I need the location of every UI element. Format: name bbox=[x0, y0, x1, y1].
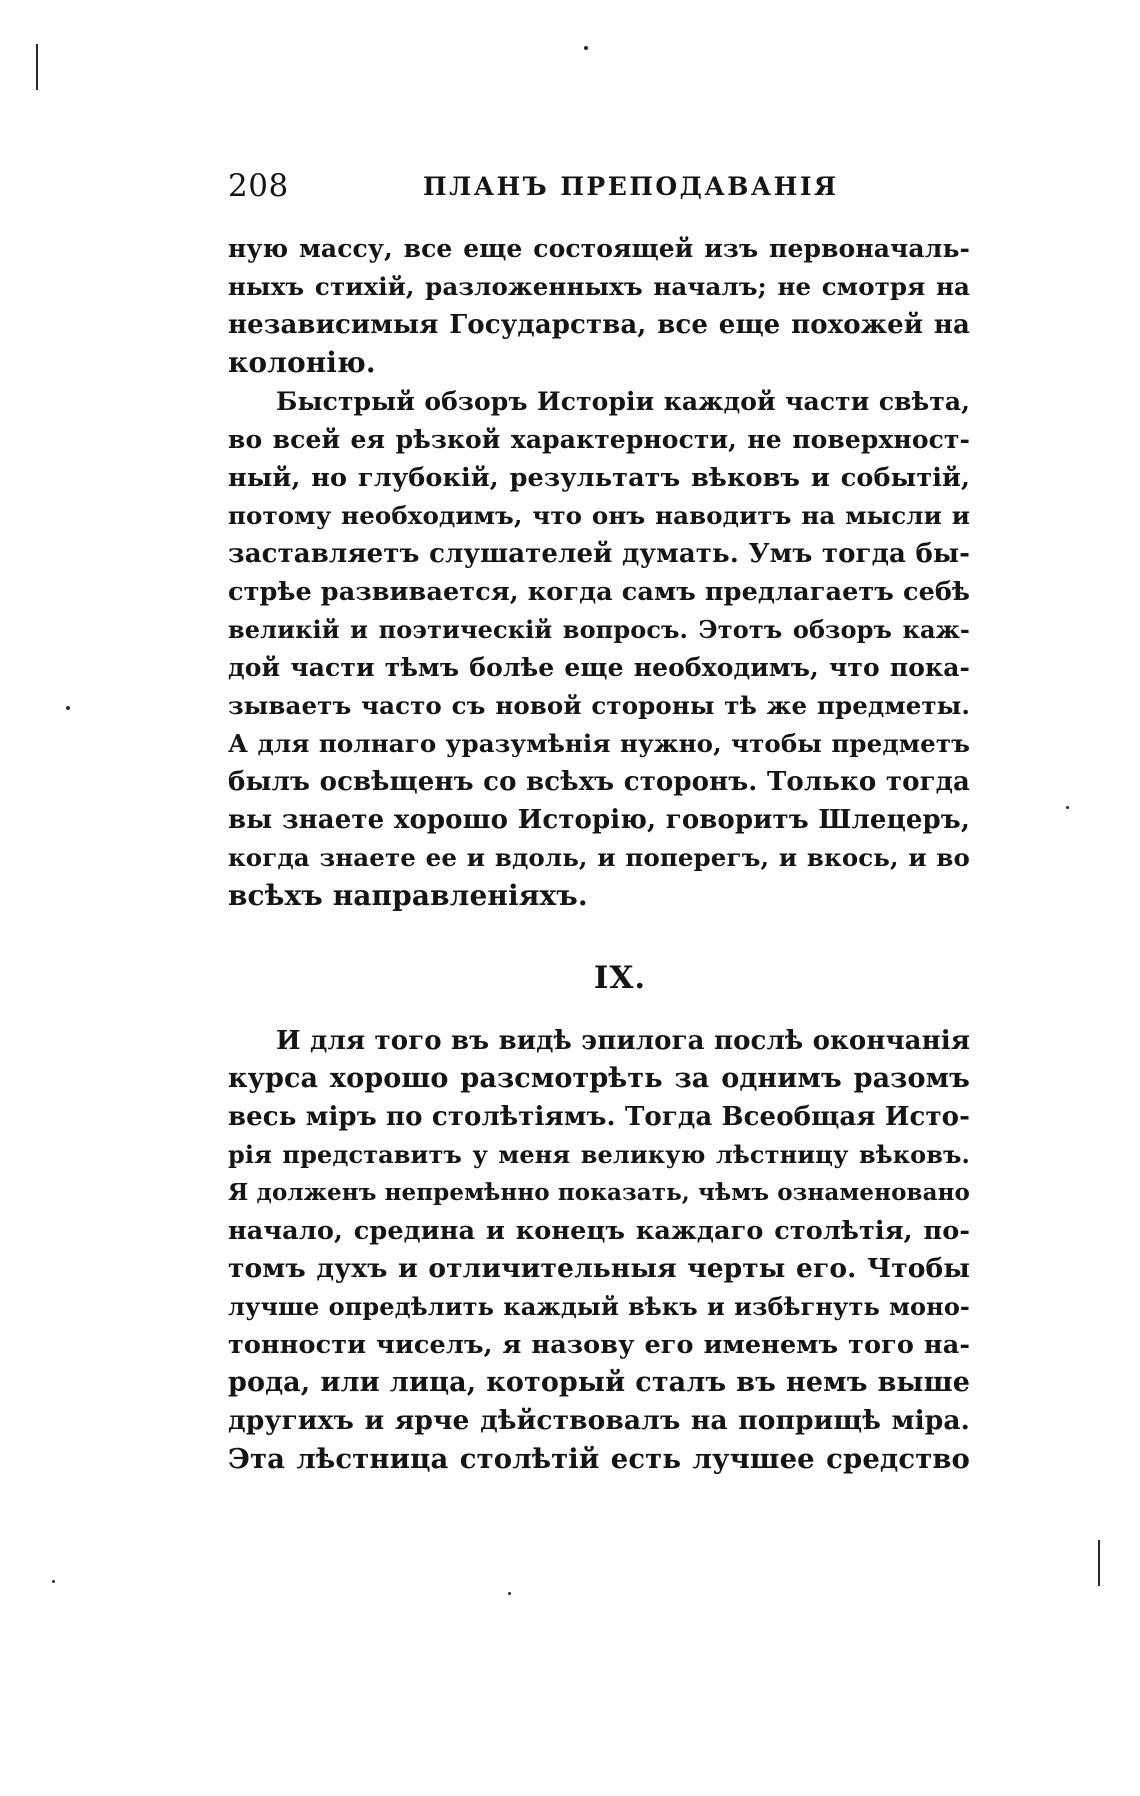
text-line: начало, средина и конецъ каждаго столѣтія, по- bbox=[228, 1216, 970, 1246]
margin-dot bbox=[584, 46, 588, 50]
margin-dot bbox=[508, 1592, 511, 1595]
text-line: во всей ея рѣзкой характерности, не поверхност- bbox=[228, 425, 970, 454]
text-line: Эта лѣстница столѣтій есть лучшее средство bbox=[228, 1443, 970, 1475]
text-line: Быстрый обзоръ Исторіи каждой части свѣта, bbox=[276, 387, 970, 416]
margin-dot bbox=[52, 1580, 55, 1583]
text-line: курса хорошо разсмотрѣть за однимъ разомъ bbox=[228, 1063, 970, 1094]
left-edge-line bbox=[36, 44, 38, 90]
text-line: ную массу, все еще состоящей изъ первоначаль- bbox=[228, 234, 970, 263]
text-line: заставляетъ слушателей думать. Умъ тогда бы- bbox=[228, 539, 970, 569]
text-line: вы знаете хорошо Исторію, говоритъ Шлецеръ, bbox=[228, 805, 970, 835]
text-line: другихъ и ярче дѣйствовалъ на поприщѣ міра. bbox=[228, 1405, 970, 1436]
text-line: Я долженъ непремѣнно показать, чѣмъ ознаменовано bbox=[228, 1179, 970, 1206]
paragraph-3 bbox=[228, 1022, 970, 1478]
text-line: рода, или лица, который сталъ въ немъ выше bbox=[228, 1367, 970, 1398]
text-line: независимыя Государства, все еще похожей на bbox=[228, 310, 970, 340]
text-line: ный, но глубокій, результатъ вѣковъ и событій, bbox=[228, 463, 970, 493]
text-line: А для полнаго уразумѣнія нужно, чтобы предметъ bbox=[228, 729, 970, 758]
running-title: ПЛАНЪ ПРЕПОДАВАНІЯ bbox=[423, 172, 839, 201]
section-heading: IX. bbox=[593, 960, 647, 996]
text-line: дой части тѣмъ болѣе еще необходимъ, что пока- bbox=[228, 653, 970, 682]
text-line: томъ духъ и отличительныя черты его. Чтобы bbox=[228, 1253, 970, 1284]
text-line: зываетъ часто съ новой стороны тѣ же предметы. bbox=[228, 691, 970, 720]
text-line: когда знаете ее и вдоль, и поперегъ, и вкось, и во bbox=[228, 843, 970, 872]
right-edge-line bbox=[1098, 1540, 1100, 1586]
text-line: И для того въ видѣ эпилога послѣ окончанія bbox=[276, 1026, 970, 1056]
paragraph-1 bbox=[228, 230, 970, 382]
text-line: былъ освѣщенъ со всѣхъ сторонъ. Только тогда bbox=[228, 767, 970, 797]
margin-dot bbox=[1066, 806, 1069, 809]
page-number: 208 bbox=[228, 168, 289, 204]
text-line: рія представитъ у меня великую лѣстницу вѣковъ. bbox=[228, 1140, 970, 1169]
text-line: всѣхъ направленіяхъ. bbox=[228, 879, 588, 912]
text-line: тонности чиселъ, я назову его именемъ того на- bbox=[228, 1330, 970, 1360]
text-line: потому необходимъ, что онъ наводитъ на мысли и bbox=[228, 501, 970, 530]
page-header bbox=[228, 168, 958, 208]
text-line: стрѣе развивается, когда самъ предлагаетъ себѣ bbox=[228, 577, 970, 607]
text-line: ныхъ стихій, разложенныхъ началъ; не смотря на bbox=[228, 272, 970, 301]
text-line: колонію. bbox=[228, 346, 376, 379]
text-line: весь міръ по столѣтіямъ. Тогда Всеобщая Исто- bbox=[228, 1102, 970, 1132]
text-line: великій и поэтическій вопросъ. Этотъ обзоръ каж- bbox=[228, 615, 970, 644]
text-line: лучше опредѣлить каждый вѣкъ и избѣгнуть моно- bbox=[228, 1292, 970, 1321]
margin-dot bbox=[66, 706, 70, 710]
paragraph-2 bbox=[228, 383, 970, 915]
